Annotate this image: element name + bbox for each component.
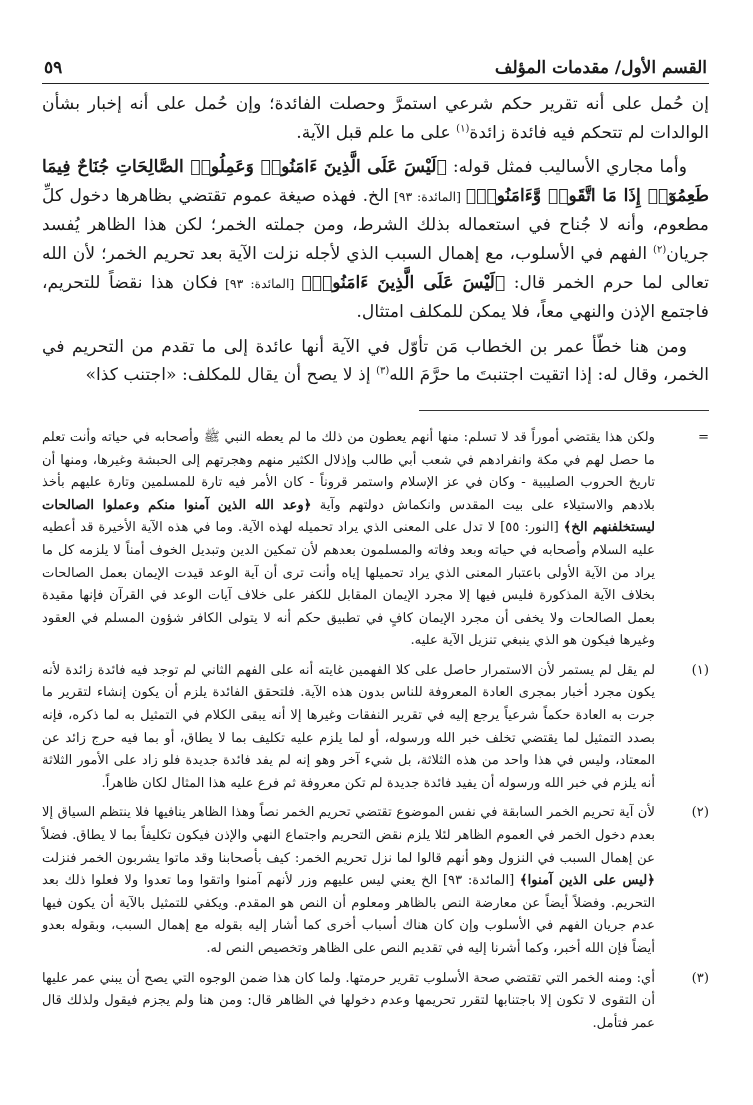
footnote-quran-quote: ﴿وعد الله الذين آمنوا منكم وعملوا الصالحات ليستخلفنهم الخ﴾ xyxy=(42,497,655,536)
quran-quote-1: ﴿لَيْسَ عَلَى الَّذِينَ ءَامَنُوا۟ وَعَمِلُوا۟ الصَّالِحَاتِ جُنَاحٌ فِيمَا طَعِمُوٓا۟ إِذَا مَا اتَّقَوا۟ وَّءَامَنُوا۟﴾ xyxy=(42,157,710,206)
footnote-2-text-a: لأن آية تحريم الخمر السابقة في نفس الموضوع تقتضي تحريم الخمر نصاً وهذا الظاهر ينافيها فلا ينتظم السياق إلا بعدم دخول الخمر في العموم الظاهر لئلا يلزم نقض التحريم واجتماع النهي والإذن فيكون تكليفاً بما لا يطاق. فضلاً عن إهمال السبب في النزول وهو أنهم قالوا لما نزل تحريم الخمر: كيف بأصحابنا وقد ماتوا يشربون الخمر فنزلت xyxy=(42,805,655,866)
paragraph-3-text: ومن هنا خطّأ عمر بن الخطاب مَن تأوّل في الآية أنها عائدة إلى ما تقدم من التحريم في الخمر، وقال له: إذا اتقيت اجتنبتَ ما حرَّمَ الله xyxy=(42,336,709,386)
page-header xyxy=(42,58,709,84)
footnote-ref-3: (٣) xyxy=(376,365,390,377)
paragraph-2 xyxy=(42,153,709,327)
paragraph-2-text-d: فكان هذا نقضاً للتحريم، فاجتمع الإذن والنهي معاً، فلا يمكن للمكلف امتثال. xyxy=(42,272,709,323)
footnotes xyxy=(42,427,709,1035)
footnote-continued xyxy=(42,427,709,653)
footnote-number-3: (٣) xyxy=(691,970,709,986)
footnote-1 xyxy=(42,660,709,796)
paragraph-1-text-end: على ما علم قبل الآية. xyxy=(296,122,457,143)
footnote-3 xyxy=(42,968,709,1036)
footnote-text-1: لم يقل لم يستمر لأن الاستمرار حاصل على كلا الفهمين غايته أنه على الفهم الثاني لم توجد فيه فائدة زائدة لأنه يكون مجرد أخبار بمجرى العادة المعروفة للناس بدون هذه الآية. فلتحقق الفائدة يلزم أن يكون إنشاء لتقرير ما جرت به العادة حكماً شرعياً يرجع إليه في تقرير النفقات وغيرها إلا أنه يبقى الكلام في التمثيل به لما ذكره، فإنه بصدد التمثيل لما يقتضي تخلف خبر الله ورسوله، أو لما يلزم عليه تكليف بما لا يطاق، أو بما فيه حرج زائد عن المعتاد، وليس في هذا واحد من هذه الثلاثة، بل شيء آخر وهو إنه لم يفد فائدة جديدة فلو زاد على الأمور الثلاثة أنه يلزم في خبر الله ورسوله أن يفيد فائدة جديدة لم تكن معروفة ثم فرع عليه هذا المثال لكان ظاهراً. xyxy=(42,662,655,791)
footnote-number-1: (١) xyxy=(691,662,709,678)
quran-quote-2: ﴿لَيْسَ عَلَى الَّذِينَ ءَامَنُوا۟﴾ xyxy=(301,272,506,293)
footnote-cont-text-a: ولكن هذا يقتضي أموراً قد لا تسلم: منها أنهم يعطون من ذلك ما لم يعطه النبي ﷺ وأصحابه في حياته وأنت تعلم ما حصل لهم في مكة وانفرادهم في شعب أبي طالب وإذلال الكثير منهم وهجرتهم إلى الحبشة وغيرها، ومنها أن تاريخ الحروب الصليبية - وكان في عز الإسلام واستمر قروناً - كان الأمر فيه تارة للمسلمين وتارة عليهم بأخذ بلادهم والاستيلاء على بيت المقدس وانكماش دولتهم وآية xyxy=(42,429,655,513)
paragraph-3-text-end: إذ لا يصح أن يقال للمكلف: «اجتنب كذا» xyxy=(85,365,377,386)
footnote-text-3: أي: ومنه الخمر التي تقتضي صحة الأسلوب تقرير حرمتها. ولما كان هذا ضمن الوجوه التي يصح أن يبني عمر عليها أن التقوى لا تكون إلا باجتنابها لتقرر تحريمها وعدم دخولها في الظاهر قال: ومن هنا ولم يجزم فيقول ولذلك قال عمر فتأمل. xyxy=(42,970,655,1031)
footnote-continuation-marker: = xyxy=(697,429,709,445)
page-number: ٥٩ xyxy=(44,58,63,78)
paragraph-2-text-b: الخ. فهذه صيغة عموم تقتضي بظاهرها دخول كلِّ مطعوم، وأنه لا جُناح في استعماله بذلك الشرط، ومن جملته الخمر؛ لكن هذا الظاهر يُفسد جريان xyxy=(42,185,709,264)
footnote-ref-1: (١) xyxy=(456,122,470,134)
surah-ref-2: [المائدة: ٩٣] xyxy=(217,275,302,291)
running-title: القسم الأول/ مقدمات المؤلف xyxy=(494,58,707,78)
footnote-2-quran-quote: ﴿ليس على الذين آمنوا﴾ xyxy=(519,873,655,889)
footnote-2-surah-ref: [المائدة: ٩٣] xyxy=(437,873,520,889)
footnote-divider xyxy=(419,410,709,411)
footnote-2-text-b: الخ يعني ليس عليهم وزر لأنهم آمنوا واتقوا وما تعدوا ولا فعلوا ذلك بعد التحريم. وفضلاً أيضاً عن معارضة النص بالظاهر ومعلوم أن النص هو المقدم. ويكفي للتمثيل بالآية أن يكون فيها عدم جريان الفهم في الأسلوب وإن كان هناك أسباب أخرى كما أشار إليه بقوله مع إهمال السبب، وبقوله بعدو أيضاً فإن الله أخبر، وكما أشرنا إليه في تقديم النص على الظاهر وتخصيص النص له. xyxy=(42,873,655,956)
footnote-2 xyxy=(42,802,709,960)
main-text xyxy=(42,90,709,390)
paragraph-1 xyxy=(42,90,709,147)
footnote-ref-2: (٢) xyxy=(653,244,667,256)
paragraph-2-text-c: الفهم في الأسلوب، مع إهمال السبب الذي لأجله نزلت الآية بعد تحريم الخمر؛ لأن الله تعالى لما حرم الخمر قال: xyxy=(42,243,709,293)
footnote-cont-text-b: لا تدل على المعنى الذي يراد تحميله لهذه الآية. وما في هذه الآية الأخيرة قد أعطيه عليه السلام وأصحابه في حياته وبعد وفاته والمسلمون بعدهم لأن تمكين الدين وتبديل الخوف أمناً لا يلزمه كل ما يراد من الآية الأولى باعتبار المعنى الذي يراد تحميلها إياه وأنت ترى أن آية الوعد قيدت الإيمان بعمل الصالحات بخلاف الآية المذكورة فليس فيها إلا مجرد الإيمان المقابل للكفر على خلاف آيات الوعد في القرآن فإنها مقيدة بعمل الصالحات ولا يخفى أن مجرد الإيمان كافٍ في تطبيق حكم أنه لا يتولى الكافر شؤون المسلم في العقود وغيرها فيكون هو الذي ينبغي تنزيل الآية عليه. xyxy=(42,520,655,649)
footnote-text-2 xyxy=(42,802,655,960)
paragraph-1-text: إن حُمل على أنه تقرير حكم شرعي استمرَّ وحصلت الفائدة؛ وإن حُمل على أنه إخبار بشأن الوالدات لم تتحكم فيه فائدة زائدة xyxy=(42,94,709,143)
footnote-surah-ref: [النور: ٥٥] xyxy=(495,520,564,536)
surah-ref-1: [المائدة: ٩٣] xyxy=(389,188,466,204)
paragraph-3 xyxy=(42,333,709,390)
paragraph-2-text: وأما مجاري الأساليب فمثل قوله: xyxy=(446,157,687,178)
footnote-number-2: (٢) xyxy=(691,805,709,821)
footnote-text xyxy=(42,427,655,653)
